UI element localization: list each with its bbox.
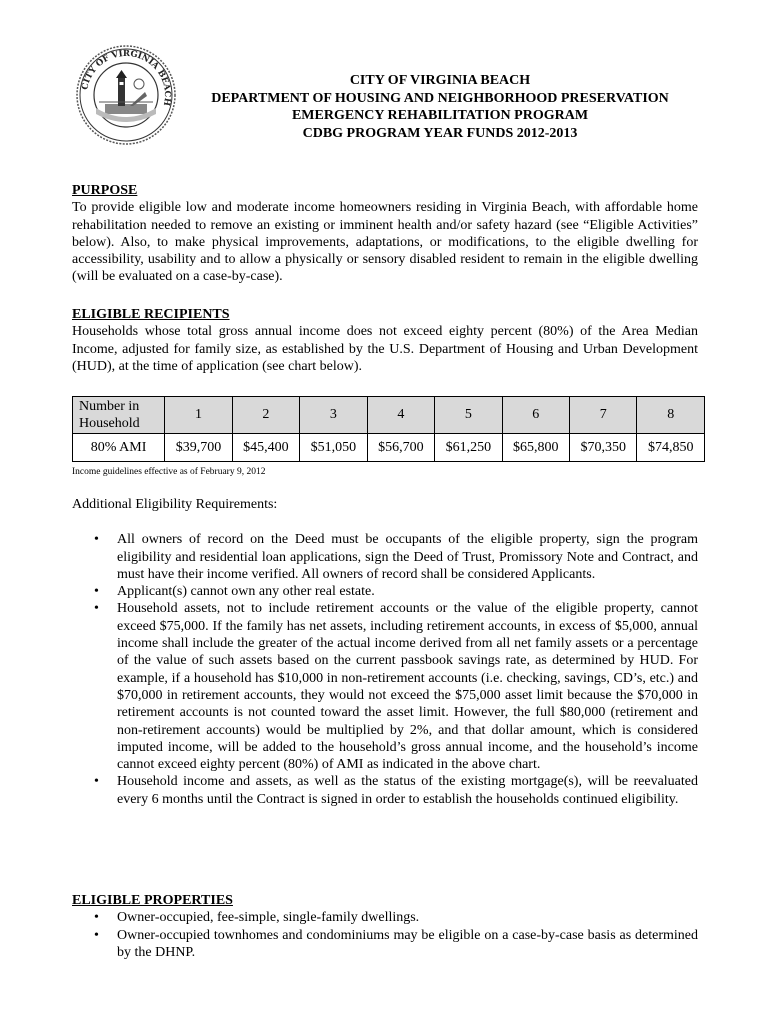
table-cell: 6 — [502, 397, 569, 434]
properties-bullet-list — [72, 909, 698, 961]
income-table — [72, 396, 705, 462]
ami-label: 80% AMI — [73, 434, 165, 462]
additional-heading: Additional Eligibility Requirements: — [72, 497, 278, 512]
table-cell: $51,050 — [300, 434, 367, 462]
income-guidelines-note: Income guidelines effective as of February 9, 2012 — [72, 467, 266, 477]
purpose-text: To provide eligible low and moderate income homeowners residing in Virginia Beach, with affordable home rehabilitation needed to remove an existing or imminent health and/or safety hazard (see “Eligible Activities” below). Also, to make physical improvements, adaptations, or modifications, to the eligible dwelling for accessibility, usability and to allow a physically or sensory disabled resident to remain in the eligible dwelling (will be evaluated on a case-by-case). — [72, 200, 698, 285]
income-table-section — [72, 396, 705, 481]
table-cell: $70,350 — [570, 434, 637, 462]
city-seal-logo — [75, 44, 177, 146]
recipients-text: Households whose total gross annual income does not exceed eighty percent (80%) of the Area Median Income, adjusted for family size, as established by the U.S. Department of Housing and Urban Development (HUD), at the time of application (see chart below). — [72, 324, 698, 374]
header-funds-year: CDBG PROGRAM YEAR FUNDS 2012-2013 — [302, 125, 578, 141]
table-cell: $74,850 — [637, 434, 705, 462]
list-item: • Applicant(s) cannot own any other real estate. — [72, 583, 698, 600]
header-department: DEPARTMENT OF HOUSING AND NEIGHBORHOOD PRESERVATION — [211, 90, 669, 106]
purpose-heading: PURPOSE — [72, 183, 138, 198]
table-cell: $56,700 — [367, 434, 434, 462]
list-item: • Household assets, not to include retirement accounts or the value of the eligible property, cannot exceed $75,000. If the family has net assets, including retirement accounts, in excess of $5,000, annual income shall include the greater of the actual income derived from all net family assets or a percentage of the value of such assets based on the current passbook savings rate, as determined by HUD. For example, if a household has $10,000 in non-retirement accounts (i.e. checking, savings, CD’s, etc.) and $70,000 in retirement accounts, they would not exceed the $75,000 asset limit because the $70,000 in retirement accounts is not counted toward the asset limit. However, the full $80,000 (retirement and non-retirement accounts) would be multiplied by 2%, and that dollar amount, which is considered imputed income, will be added to the household’s gross annual income, and the household’s income cannot exceed eighty percent (80%) of AMI as indicated in the above chart. — [72, 600, 698, 773]
table-cell: 8 — [637, 397, 705, 434]
list-item: • Owner-occupied townhomes and condominiums may be eligible on a case-by-case basis as determined by the DHNP. — [72, 927, 698, 962]
table-cell: 7 — [570, 397, 637, 434]
recipients-heading: ELIGIBLE RECIPIENTS — [72, 307, 230, 322]
additional-requirements-section — [72, 496, 698, 808]
additional-bullet-list — [72, 531, 698, 808]
table-row — [73, 434, 705, 462]
header-program: EMERGENCY REHABILITATION PROGRAM — [291, 108, 589, 123]
table-cell: $61,250 — [435, 434, 502, 462]
document-header — [180, 72, 700, 142]
header-city: CITY OF VIRGINIA BEACH — [349, 73, 531, 88]
table-cell: $39,700 — [165, 434, 232, 462]
table-cell: 2 — [232, 397, 299, 434]
svg-text:CITY OF VIRGINIA BEACH: CITY OF VIRGINIA BEACH — [80, 48, 173, 107]
table-header-row — [73, 397, 705, 434]
list-item: • Owner-occupied, fee-simple, single-family dwellings. — [72, 909, 698, 926]
properties-heading: ELIGIBLE PROPERTIES — [72, 893, 233, 908]
household-size-label: Number in Household — [73, 397, 165, 434]
properties-section — [72, 892, 698, 961]
table-cell: 3 — [300, 397, 367, 434]
recipients-section — [72, 306, 698, 375]
table-cell: 1 — [165, 397, 232, 434]
list-item: • Household income and assets, as well as the status of the existing mortgage(s), will be reevaluated every 6 months until the Contract is signed in order to establish the households continued eligibility. — [72, 773, 698, 808]
purpose-section — [72, 182, 698, 286]
table-cell: $45,400 — [232, 434, 299, 462]
list-item: • All owners of record on the Deed must be occupants of the eligible property, sign the program eligibility and residential loan applications, sign the Deed of Trust, Promissory Note and Contract, and must have their income verified. All owners of record shall be considered Applicants. — [72, 531, 698, 583]
table-cell: $65,800 — [502, 434, 569, 462]
table-cell: 4 — [367, 397, 434, 434]
table-cell: 5 — [435, 397, 502, 434]
